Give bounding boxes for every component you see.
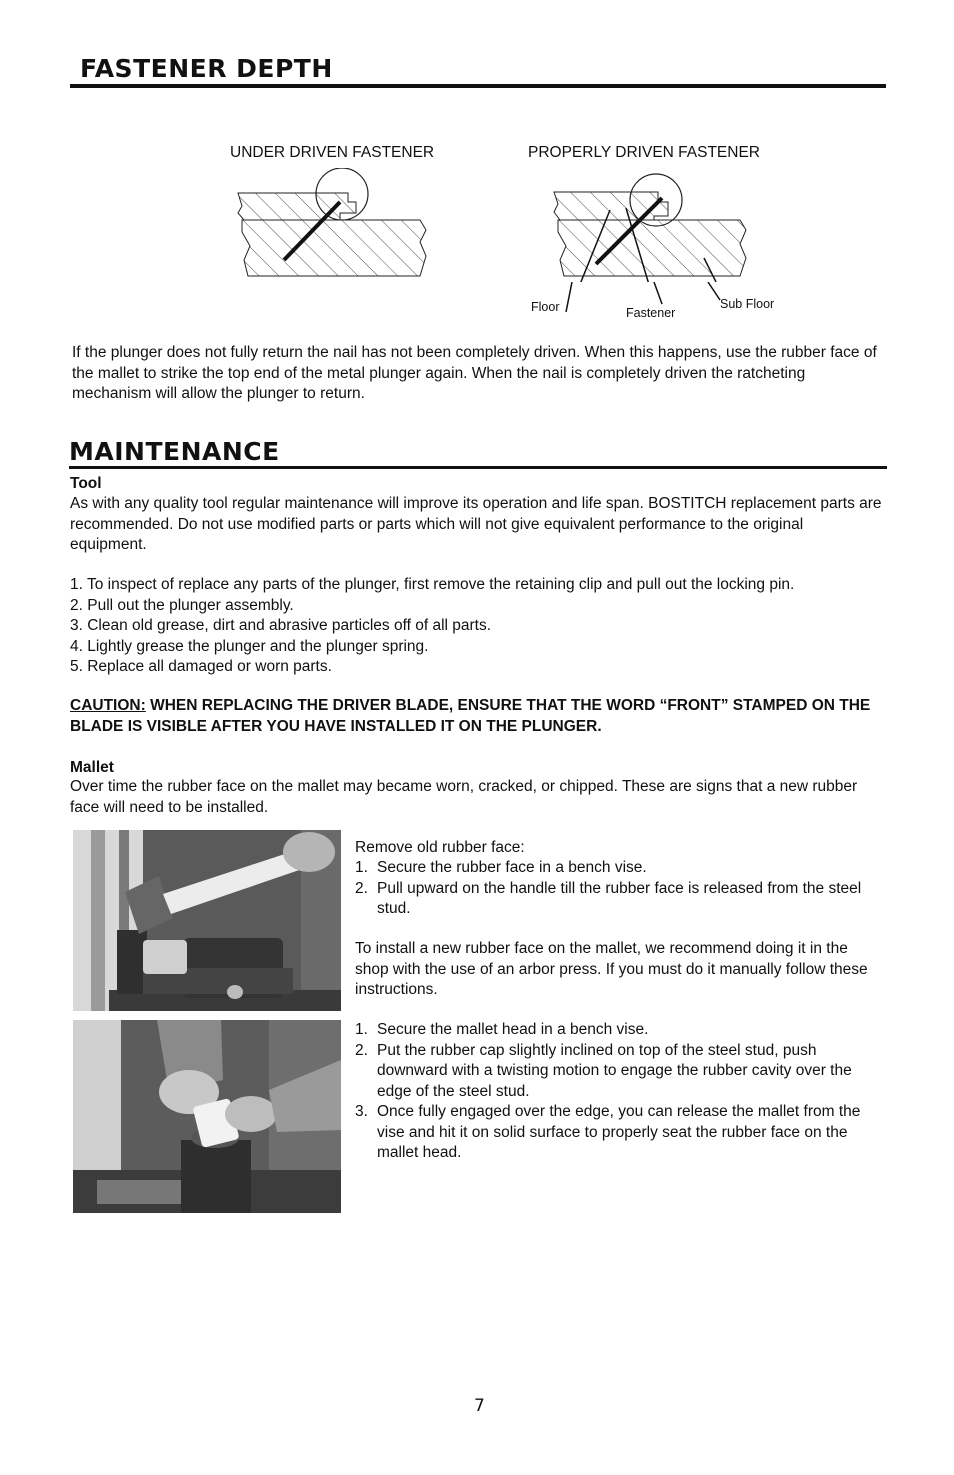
list-item bbox=[355, 858, 885, 879]
mallet-heading: Mallet bbox=[70, 759, 114, 776]
tool-heading: Tool bbox=[70, 475, 102, 492]
list-item bbox=[355, 1041, 885, 1103]
step-text: Once fully engaged over the edge, you can release the mallet from the vise and hit it on solid surface to properly seat the rubber face on the mallet head. bbox=[377, 1103, 861, 1161]
step-text: Pull upward on the handle till the rubber face is released from the steel stud. bbox=[377, 879, 862, 917]
step-text: Put the rubber cap slightly inclined on top of the steel stud, push downward with a twisting motion to engage the rubber cavity over the edge of the steel stud. bbox=[377, 1041, 852, 1100]
remove-rubber-face-photo bbox=[73, 830, 341, 1011]
tool-steps bbox=[70, 575, 886, 678]
step-number: 2. bbox=[355, 1041, 368, 1059]
floor-label: Floor bbox=[531, 300, 560, 314]
list-item bbox=[355, 879, 885, 920]
step-number: 1. bbox=[355, 1021, 368, 1038]
fastener-depth-title: FASTENER DEPTH bbox=[80, 54, 333, 83]
under-driven-caption: UNDER DRIVEN FASTENER bbox=[230, 144, 435, 161]
under-driven-diagram bbox=[230, 168, 430, 282]
fastener-label: Fastener bbox=[626, 306, 676, 320]
caution-note bbox=[70, 696, 886, 737]
caution-text: WHEN REPLACING THE DRIVER BLADE, ENSURE THAT THE WORD “FRONT” STAMPED ON THE BLADE IS VISIBLE AFTER YOU HAVE INSTALLED IT ON THE PLUNGER. bbox=[70, 697, 871, 735]
properly-driven-caption: PROPERLY DRIVEN FASTENER bbox=[528, 144, 760, 161]
maintenance-title: MAINTENANCE bbox=[69, 437, 280, 466]
install-steps bbox=[355, 1020, 885, 1164]
page-number: 7 bbox=[474, 1396, 485, 1416]
section-rule bbox=[69, 466, 887, 469]
install-intro: To install a new rubber face on the mallet, we recommend doing it in the shop with the use of an arbor press. If you must do it manually follow these instructions. bbox=[355, 940, 868, 998]
tool-paragraph: As with any quality tool regular maintenance will improve its operation and life span. BOSTITCH replacement parts are recommended. Do not use modified parts or parts which will not give equivalent performance to the original equipment. bbox=[70, 495, 882, 553]
step-text: Secure the rubber face in a bench vise. bbox=[377, 859, 647, 876]
step-number: 1. bbox=[355, 859, 368, 876]
list-item: 4. Lightly grease the plunger and the plunger spring. bbox=[70, 637, 429, 655]
mallet-paragraph: Over time the rubber face on the mallet may became worn, cracked, or chipped. These are signs that a new rubber face will need to be installed. bbox=[70, 778, 858, 816]
list-item: 3. Clean old grease, dirt and abrasive particles off of all parts. bbox=[70, 617, 492, 634]
remove-steps bbox=[355, 858, 885, 920]
step-text: Secure the mallet head in a bench vise. bbox=[377, 1021, 649, 1038]
subfloor-label: Sub Floor bbox=[720, 297, 775, 311]
list-item bbox=[355, 1102, 885, 1164]
caution-label: CAUTION: bbox=[70, 697, 146, 714]
properly-driven-diagram bbox=[550, 172, 750, 282]
remove-intro: Remove old rubber face: bbox=[355, 839, 525, 856]
list-item: 1. To inspect of replace any parts of the plunger, first remove the retaining clip and pull out the locking pin. bbox=[70, 576, 795, 593]
list-item bbox=[355, 1020, 885, 1041]
install-rubber-face-photo bbox=[73, 1020, 341, 1213]
list-item: 5. Replace all damaged or worn parts. bbox=[70, 658, 332, 675]
plunger-paragraph: If the plunger does not fully return the nail has not been completely driven. When this happens, use the rubber face of the mallet to strike the top end of the metal plunger again. When the nail is completely driven the ratcheting mechanism will allow the plunger to return. bbox=[72, 344, 877, 402]
section-rule bbox=[70, 84, 886, 88]
list-item: 2. Pull out the plunger assembly. bbox=[70, 596, 294, 614]
step-number: 3. bbox=[355, 1103, 368, 1120]
step-number: 2. bbox=[355, 879, 368, 897]
